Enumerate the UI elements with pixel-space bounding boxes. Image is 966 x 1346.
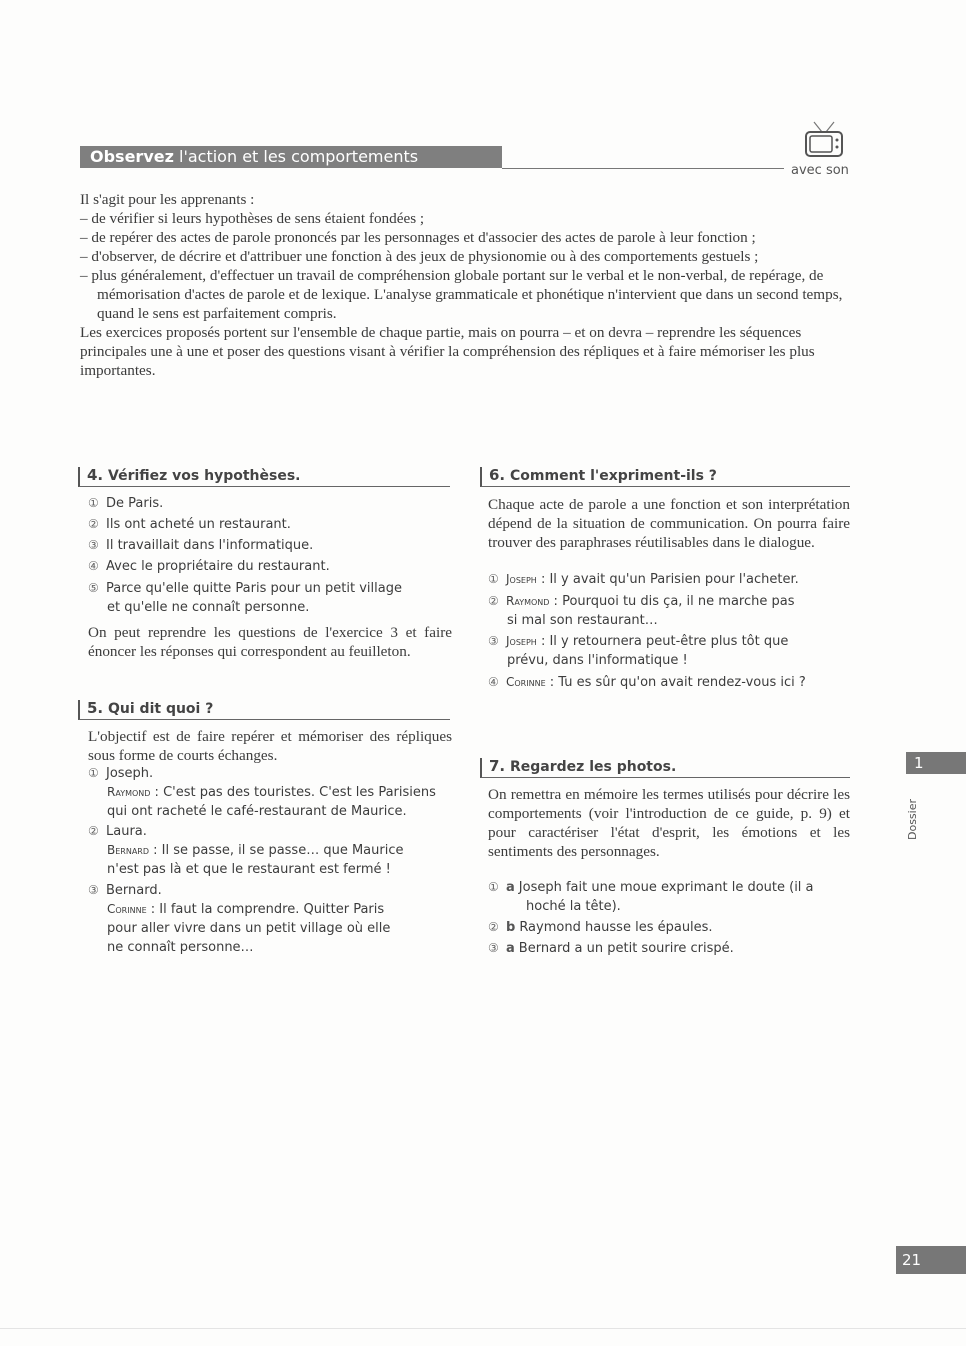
- intro-item: – d'observer, de décrire et d'attribuer une fonction à des jeux de physionomie ou à des comportements gestuels ;: [80, 247, 852, 266]
- list-item: [488, 918, 713, 937]
- item-text: et qu'elle ne connaît personne.: [107, 600, 310, 615]
- page-bottom-rule: [0, 1328, 966, 1329]
- section-4-heading: Vérifiez vos hypothèses.: [103, 468, 301, 484]
- item-number: ②: [88, 517, 99, 531]
- dialogue-line: [107, 841, 403, 860]
- section-7-number: 7.: [489, 757, 506, 775]
- dialogue-item: [488, 570, 799, 589]
- line-text: : Il y retournera peut-être plus tôt que: [536, 634, 789, 649]
- dialogue-item: [488, 592, 794, 611]
- page-number: 21: [896, 1246, 966, 1274]
- dialogue-line: [107, 783, 436, 802]
- header-title-bold: Observez: [90, 147, 174, 166]
- tv-icon: [800, 118, 848, 162]
- section-4-title: [78, 467, 450, 487]
- item-text: Bernard.: [106, 883, 162, 898]
- dialogue-item: [488, 632, 788, 651]
- line-text: : Il se passe, il se passe… que Maurice: [149, 843, 404, 858]
- item-number: ③: [488, 634, 499, 648]
- speaker-name: Bernard: [107, 843, 150, 857]
- header-title-rest: l'action et les comportements: [173, 147, 419, 166]
- section-4-paragraph: On peut reprendre les questions de l'exercice 3 et faire énoncer les réponses qui correspondent au feuilleton.: [88, 624, 452, 660]
- section-5-title: [78, 700, 450, 720]
- section-6-paragraph: Chaque acte de parole a une fonction et son interprétation dépend de la situation de communication. On pourra faire trouver des paraphrases réutilisables dans le dialogue.: [488, 496, 850, 551]
- section-6-number: 6.: [489, 466, 506, 484]
- section-5-heading: Qui dit quoi ?: [103, 701, 214, 717]
- item-text: Il travaillait dans l'informatique.: [106, 538, 314, 553]
- speaker-name: Corinne: [506, 675, 546, 689]
- header-rule: [502, 168, 784, 169]
- item-number: ③: [88, 883, 99, 897]
- photo-letter: a: [506, 880, 515, 895]
- section-7-paragraph: On remettra en mémoire les termes utilisés pour décrire les comportements (voir l'introduction de ce guide, p. 9) et pour caractériser l'état d'esprit, les émotions et les sentiments des personnages.: [488, 786, 850, 860]
- item-text: Laura.: [106, 824, 147, 839]
- dialogue-line: n'est pas là et que le restaurant est fermé !: [107, 862, 391, 877]
- dialogue-line: prévu, dans l'informatique !: [507, 653, 688, 668]
- list-item: [88, 557, 330, 576]
- item-text: hoché la tête).: [526, 899, 621, 914]
- intro-list: [80, 209, 852, 323]
- photo-letter: a: [506, 941, 515, 956]
- item-number: ③: [88, 538, 99, 552]
- item-text: De Paris.: [106, 496, 164, 511]
- speaker-name: Raymond: [107, 785, 151, 799]
- speaker-name: Corinne: [107, 902, 147, 916]
- intro-block: [80, 190, 852, 380]
- dialogue-line: [107, 900, 384, 919]
- dialogue-line: ne connaît personne…: [107, 940, 254, 955]
- item-number: ③: [488, 941, 499, 955]
- item-text: Raymond hausse les épaules.: [519, 920, 713, 935]
- line-text: : Tu es sûr qu'on avait rendez-vous ici ?: [545, 675, 806, 690]
- section-7-heading: Regardez les photos.: [505, 759, 677, 775]
- item-text: Parce qu'elle quitte Paris pour un petit village: [106, 581, 402, 596]
- item-number: ④: [488, 675, 499, 689]
- photo-letter: b: [506, 920, 516, 935]
- list-item: [488, 939, 734, 958]
- item-number: ①: [488, 880, 499, 894]
- list-item: [88, 494, 163, 513]
- section-6-heading: Comment l'expriment-ils ?: [505, 468, 717, 484]
- line-text: : Il faut la comprendre. Quitter Paris: [146, 902, 385, 917]
- list-item: [88, 881, 162, 900]
- item-number: ⑤: [88, 581, 99, 595]
- intro-closing: Les exercices proposés portent sur l'ensemble de chaque partie, mais on pourra – et on devra – reprendre les séquences principales une à une et poser des questions visant à vérifier la compréhension des répliques et à faire mémoriser les plus importantes.: [80, 324, 815, 379]
- list-item: [88, 579, 402, 598]
- section-header: [80, 146, 502, 168]
- list-item: [88, 536, 313, 555]
- line-text: : Il y avait qu'un Parisien pour l'acheter.: [536, 572, 799, 587]
- item-text: Bernard a un petit sourire crispé.: [518, 941, 734, 956]
- item-number: ②: [488, 920, 499, 934]
- list-item: [88, 822, 147, 841]
- item-text: Joseph fait une moue exprimant le doute (il a: [518, 880, 814, 895]
- section-5-number: 5.: [87, 699, 104, 717]
- tv-caption: avec son: [791, 163, 849, 178]
- intro-item: – plus généralement, d'effectuer un travail de compréhension globale portant sur le verbal et le non-verbal, de repérage, de mémorisation d'actes de parole et de lexique. L'analyse grammaticale et phonétique n'intervient que dans un second temps, quand le sens est parfaitement compris.: [80, 266, 852, 323]
- dialogue-item: [488, 673, 806, 692]
- item-text: Joseph.: [106, 766, 154, 781]
- side-tab-label: Dossier: [906, 798, 919, 840]
- line-text: : Pourquoi tu dis ça, il ne marche pas: [549, 594, 795, 609]
- speaker-name: Raymond: [506, 594, 550, 608]
- list-item: [488, 878, 814, 897]
- item-number: ④: [88, 559, 99, 573]
- speaker-name: Joseph: [506, 572, 537, 586]
- item-number: ①: [88, 766, 99, 780]
- dialogue-line: si mal son restaurant…: [507, 613, 658, 628]
- section-5-paragraph: L'objectif est de faire repérer et mémoriser des répliques sous forme de courts échanges.: [88, 728, 452, 764]
- dialogue-line: pour aller vivre dans un petit village où elle: [107, 921, 391, 936]
- item-number: ②: [88, 824, 99, 838]
- list-item: [88, 764, 153, 783]
- item-number: ①: [488, 572, 499, 586]
- item-number: ①: [88, 496, 99, 510]
- side-tab: 1: [906, 752, 966, 774]
- line-text: : C'est pas des touristes. C'est les Parisiens: [150, 785, 436, 800]
- intro-item: – de repérer des actes de parole prononcés par les personnages et d'associer des actes de parole à leur fonction ;: [80, 228, 852, 247]
- list-item: [88, 515, 291, 534]
- dialogue-line: qui ont racheté le café-restaurant de Maurice.: [107, 804, 407, 819]
- intro-item: – de vérifier si leurs hypothèses de sens étaient fondées ;: [80, 209, 852, 228]
- section-4-number: 4.: [87, 466, 104, 484]
- item-text: Avec le propriétaire du restaurant.: [106, 559, 330, 574]
- section-6-title: [480, 467, 850, 487]
- speaker-name: Joseph: [506, 634, 537, 648]
- item-number: ②: [488, 594, 499, 608]
- intro-lead: Il s'agit pour les apprenants :: [80, 191, 255, 208]
- item-text: Ils ont acheté un restaurant.: [106, 517, 291, 532]
- section-7-title: [480, 758, 850, 778]
